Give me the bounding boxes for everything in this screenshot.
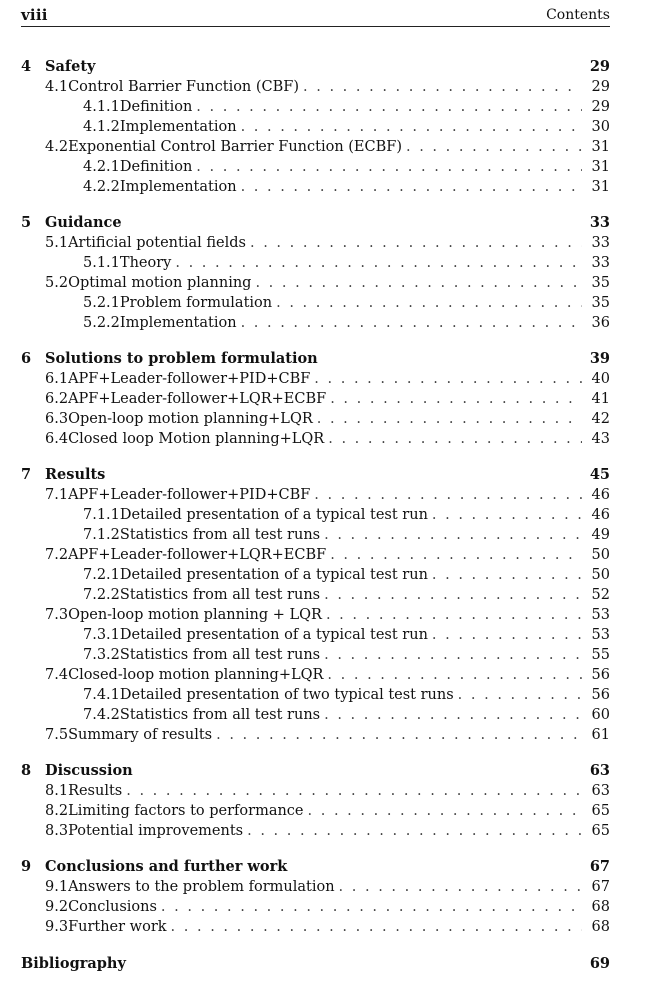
toc-entry-page: 31	[591, 179, 610, 195]
toc-chapter-entry[interactable]	[21, 465, 610, 485]
toc-entry-number: 7.1.1	[83, 507, 120, 523]
toc-entry-page: 67	[591, 879, 610, 895]
toc-dot-leader	[276, 293, 582, 313]
toc-entry-title: APF+Leader-follower+LQR+ECBF	[68, 547, 327, 563]
toc-dot-leader	[216, 725, 582, 745]
toc-dot-leader	[328, 429, 582, 449]
toc-entry-page: 31	[591, 139, 610, 155]
toc-dot-leader	[314, 369, 582, 389]
toc-entry-page: 29	[591, 79, 610, 95]
toc-entry-page: 53	[591, 607, 610, 623]
toc-entry-page: 67	[589, 858, 610, 875]
toc-entry-page: 61	[591, 727, 610, 743]
toc-entry-number: 4.1.1	[83, 99, 120, 115]
toc-dot-leader	[326, 605, 582, 625]
toc-chapter-entry[interactable]	[21, 57, 610, 77]
toc-entry-title: Potential improvements	[68, 823, 244, 839]
toc-entry-page: 50	[591, 547, 610, 563]
toc-chapter-entry[interactable]	[21, 761, 610, 781]
toc-section-entry[interactable]	[21, 233, 610, 253]
toc-dot-leader	[196, 157, 582, 177]
toc-section-entry[interactable]	[21, 77, 610, 97]
toc-dot-leader	[330, 389, 582, 409]
toc-entry-page: 40	[591, 371, 610, 387]
toc-entry-number: 7.3.2	[83, 647, 120, 663]
toc-section-entry[interactable]	[21, 725, 610, 745]
toc-subsection-entry[interactable]	[21, 157, 610, 177]
toc-dot-leader	[241, 313, 582, 333]
toc-subsection-entry[interactable]	[21, 645, 610, 665]
toc-dot-leader	[161, 897, 582, 917]
toc-entry-page: 35	[591, 275, 610, 291]
toc-section-entry[interactable]	[21, 877, 610, 897]
toc-chapter-entry[interactable]	[21, 349, 610, 369]
toc-entry-number: 7.2.1	[83, 567, 120, 583]
toc-subsection-entry[interactable]	[21, 253, 610, 273]
toc-dot-leader	[324, 585, 582, 605]
toc-dot-leader	[324, 525, 582, 545]
toc-entry-number: 5.1	[45, 235, 69, 251]
toc-entry-page: 46	[591, 507, 610, 523]
table-of-contents	[21, 57, 610, 974]
toc-subsection-entry[interactable]	[21, 705, 610, 725]
toc-section-entry[interactable]	[21, 389, 610, 409]
toc-dot-leader	[126, 781, 582, 801]
toc-entry-number: 5.2	[45, 275, 69, 291]
toc-dot-leader	[250, 233, 582, 253]
toc-entry-page: 65	[591, 803, 610, 819]
toc-entry-page: 36	[591, 315, 610, 331]
toc-dot-leader	[458, 685, 582, 705]
toc-entry-number: 7.4	[45, 667, 69, 683]
toc-subsection-entry[interactable]	[21, 525, 610, 545]
toc-entry-number: 6.2	[45, 391, 69, 407]
toc-entry-number: 8.2	[45, 803, 69, 819]
toc-bibliography-entry[interactable]	[21, 954, 610, 974]
toc-entry-title: Detailed presentation of a typical test run	[119, 507, 428, 523]
toc-entry-title: Further work	[68, 919, 167, 935]
toc-section-entry[interactable]	[21, 545, 610, 565]
toc-entry-title: APF+Leader-follower+LQR+ECBF	[68, 391, 327, 407]
toc-entry-number: 9.3	[45, 919, 69, 935]
toc-dot-leader	[330, 545, 582, 565]
toc-entry-title: Optimal motion planning	[68, 275, 252, 291]
toc-dot-leader	[241, 177, 582, 197]
toc-subsection-entry[interactable]	[21, 565, 610, 585]
toc-dot-leader	[324, 705, 582, 725]
toc-dot-leader	[324, 645, 582, 665]
toc-entry-title: Statistics from all test runs	[119, 587, 321, 603]
toc-section-entry[interactable]	[21, 137, 610, 157]
toc-entry-number: 7.4.2	[83, 707, 120, 723]
toc-dot-leader	[432, 625, 582, 645]
toc-dot-leader	[255, 273, 582, 293]
toc-subsection-entry[interactable]	[21, 313, 610, 333]
toc-entry-title: Conclusions	[68, 899, 157, 915]
toc-entry-page: 31	[591, 159, 610, 175]
toc-dot-leader	[171, 917, 582, 937]
toc-entry-title: APF+Leader-follower+PID+CBF	[68, 487, 311, 503]
toc-entry-title: Open-loop motion planning + LQR	[68, 607, 322, 623]
toc-section-entry[interactable]	[21, 605, 610, 625]
toc-entry-number: 6.4	[45, 431, 69, 447]
toc-entry-page: 60	[591, 707, 610, 723]
toc-dot-leader	[327, 665, 582, 685]
toc-entry-title: Results	[68, 783, 123, 799]
toc-entry-title: Safety	[45, 58, 96, 75]
toc-dot-leader	[339, 877, 582, 897]
toc-entry-number: 8.1	[45, 783, 69, 799]
toc-entry-title: Detailed presentation of a typical test run	[119, 567, 428, 583]
toc-entry-page: 68	[591, 919, 610, 935]
toc-subsection-entry[interactable]	[21, 97, 610, 117]
toc-subsection-entry[interactable]	[21, 177, 610, 197]
toc-entry-page: 52	[591, 587, 610, 603]
toc-entry-title: Problem formulation	[119, 295, 273, 311]
toc-subsection-entry[interactable]	[21, 585, 610, 605]
toc-section-entry[interactable]	[21, 781, 610, 801]
toc-entry-number: 7	[21, 466, 32, 483]
toc-entry-page: 63	[589, 762, 610, 779]
toc-entry-page: 55	[591, 647, 610, 663]
toc-entry-title: Discussion	[45, 762, 133, 779]
toc-entry-title: Statistics from all test runs	[119, 707, 321, 723]
toc-entry-title: Closed-loop motion planning+LQR	[68, 667, 324, 683]
toc-entry-number: 7.3	[45, 607, 69, 623]
toc-entry-number: 9.1	[45, 879, 69, 895]
toc-entry-title: Results	[45, 466, 106, 483]
toc-section-entry[interactable]	[21, 665, 610, 685]
toc-entry-page: 50	[591, 567, 610, 583]
toc-entry-page: 45	[589, 466, 610, 483]
toc-entry-title: Theory	[119, 255, 172, 271]
toc-dot-leader	[308, 801, 582, 821]
toc-section-entry[interactable]	[21, 485, 610, 505]
toc-chapter-entry[interactable]	[21, 857, 610, 877]
toc-entry-page: 65	[591, 823, 610, 839]
toc-entry-title: Statistics from all test runs	[119, 647, 321, 663]
toc-entry-title: Statistics from all test runs	[119, 527, 321, 543]
toc-subsection-entry[interactable]	[21, 685, 610, 705]
toc-entry-page: 35	[591, 295, 610, 311]
toc-entry-title: Implementation	[119, 179, 237, 195]
toc-entry-title: Limiting factors to performance	[68, 803, 304, 819]
toc-entry-title: Detailed presentation of two typical test runs	[119, 687, 454, 703]
toc-entry-number: 7.3.1	[83, 627, 120, 643]
toc-section-entry[interactable]	[21, 273, 610, 293]
toc-entry-number: 4.1.2	[83, 119, 120, 135]
toc-dot-leader	[303, 77, 582, 97]
toc-entry-number: 6.1	[45, 371, 69, 387]
toc-section-entry[interactable]	[21, 897, 610, 917]
toc-entry-page: 43	[591, 431, 610, 447]
toc-entry-title: Implementation	[119, 119, 237, 135]
toc-entry-number: 7.1	[45, 487, 69, 503]
toc-dot-leader	[241, 117, 582, 137]
toc-entry-number: 5.1.1	[83, 255, 120, 271]
toc-entry-number: 6.3	[45, 411, 69, 427]
toc-entry-number: 5.2.1	[83, 295, 120, 311]
toc-entry-page: 29	[589, 58, 610, 75]
toc-entry-title: APF+Leader-follower+PID+CBF	[68, 371, 311, 387]
toc-entry-page: 33	[591, 235, 610, 251]
toc-entry-number: 4	[21, 58, 32, 75]
toc-entry-number: 8	[21, 762, 32, 779]
toc-entry-title: Solutions to problem formulation	[45, 350, 318, 367]
toc-entry-page: 63	[591, 783, 610, 799]
toc-entry-page: 56	[591, 687, 610, 703]
toc-entry-number: 9	[21, 858, 32, 875]
toc-entry-number: 4.2.2	[83, 179, 120, 195]
toc-dot-leader	[175, 253, 582, 273]
page-number-roman: viii	[21, 6, 48, 24]
toc-entry-title: Definition	[119, 159, 193, 175]
toc-entry-title: Summary of results	[68, 727, 213, 743]
toc-entry-page: 53	[591, 627, 610, 643]
running-title: Contents	[546, 7, 610, 23]
toc-entry-page: 30	[591, 119, 610, 135]
toc-entry-number: 5	[21, 214, 32, 231]
toc-dot-leader	[314, 485, 582, 505]
toc-entry-page: 56	[591, 667, 610, 683]
toc-dot-leader	[247, 821, 582, 841]
toc-entry-title: Control Barrier Function (CBF)	[68, 79, 300, 95]
toc-entry-page: 49	[591, 527, 610, 543]
toc-section-entry[interactable]	[21, 409, 610, 429]
toc-section-entry[interactable]	[21, 369, 610, 389]
toc-subsection-entry[interactable]	[21, 625, 610, 645]
toc-entry-number: 4.1	[45, 79, 69, 95]
toc-entry-page: 33	[589, 214, 610, 231]
toc-entry-number: 7.4.1	[83, 687, 120, 703]
toc-entry-number: 6	[21, 350, 32, 367]
toc-dot-leader	[432, 565, 582, 585]
toc-entry-title: Open-loop motion planning+LQR	[68, 411, 313, 427]
running-header	[21, 6, 610, 27]
toc-entry-page: 46	[591, 487, 610, 503]
toc-dot-leader	[432, 505, 582, 525]
toc-entry-number: 4.2.1	[83, 159, 120, 175]
toc-section-entry[interactable]	[21, 429, 610, 449]
toc-entry-page: 33	[591, 255, 610, 271]
toc-entry-title: Definition	[119, 99, 193, 115]
toc-entry-title: Artificial potential fields	[68, 235, 246, 251]
toc-entry-page: 29	[591, 99, 610, 115]
toc-dot-leader	[317, 409, 582, 429]
toc-entry-number: 7.2.2	[83, 587, 120, 603]
toc-section-entry[interactable]	[21, 821, 610, 841]
toc-entry-page: 41	[591, 391, 610, 407]
toc-entry-number: 7.2	[45, 547, 69, 563]
toc-entry-number: 7.5	[45, 727, 69, 743]
toc-entry-title: Bibliography	[21, 955, 126, 972]
toc-entry-page: 42	[591, 411, 610, 427]
toc-entry-title: Closed loop Motion planning+LQR	[68, 431, 325, 447]
toc-entry-page: 69	[589, 955, 610, 972]
toc-entry-number: 7.1.2	[83, 527, 120, 543]
toc-entry-page: 68	[591, 899, 610, 915]
toc-subsection-entry[interactable]	[21, 293, 610, 313]
toc-subsection-entry[interactable]	[21, 117, 610, 137]
toc-section-entry[interactable]	[21, 801, 610, 821]
toc-entry-page: 39	[589, 350, 610, 367]
toc-chapter-entry[interactable]	[21, 213, 610, 233]
toc-entry-title: Guidance	[45, 214, 122, 231]
toc-entry-number: 8.3	[45, 823, 69, 839]
toc-entry-title: Exponential Control Barrier Function (ECBF)	[68, 139, 402, 155]
toc-entry-number: 5.2.2	[83, 315, 120, 331]
toc-entry-number: 9.2	[45, 899, 69, 915]
toc-entry-title: Conclusions and further work	[45, 858, 288, 875]
toc-dot-leader	[406, 137, 582, 157]
toc-entry-number: 4.2	[45, 139, 69, 155]
toc-entry-title: Implementation	[119, 315, 237, 331]
toc-entry-title: Answers to the problem formulation	[68, 879, 335, 895]
toc-entry-title: Detailed presentation of a typical test run	[119, 627, 428, 643]
toc-dot-leader	[196, 97, 582, 117]
toc-subsection-entry[interactable]	[21, 505, 610, 525]
toc-section-entry[interactable]	[21, 917, 610, 937]
